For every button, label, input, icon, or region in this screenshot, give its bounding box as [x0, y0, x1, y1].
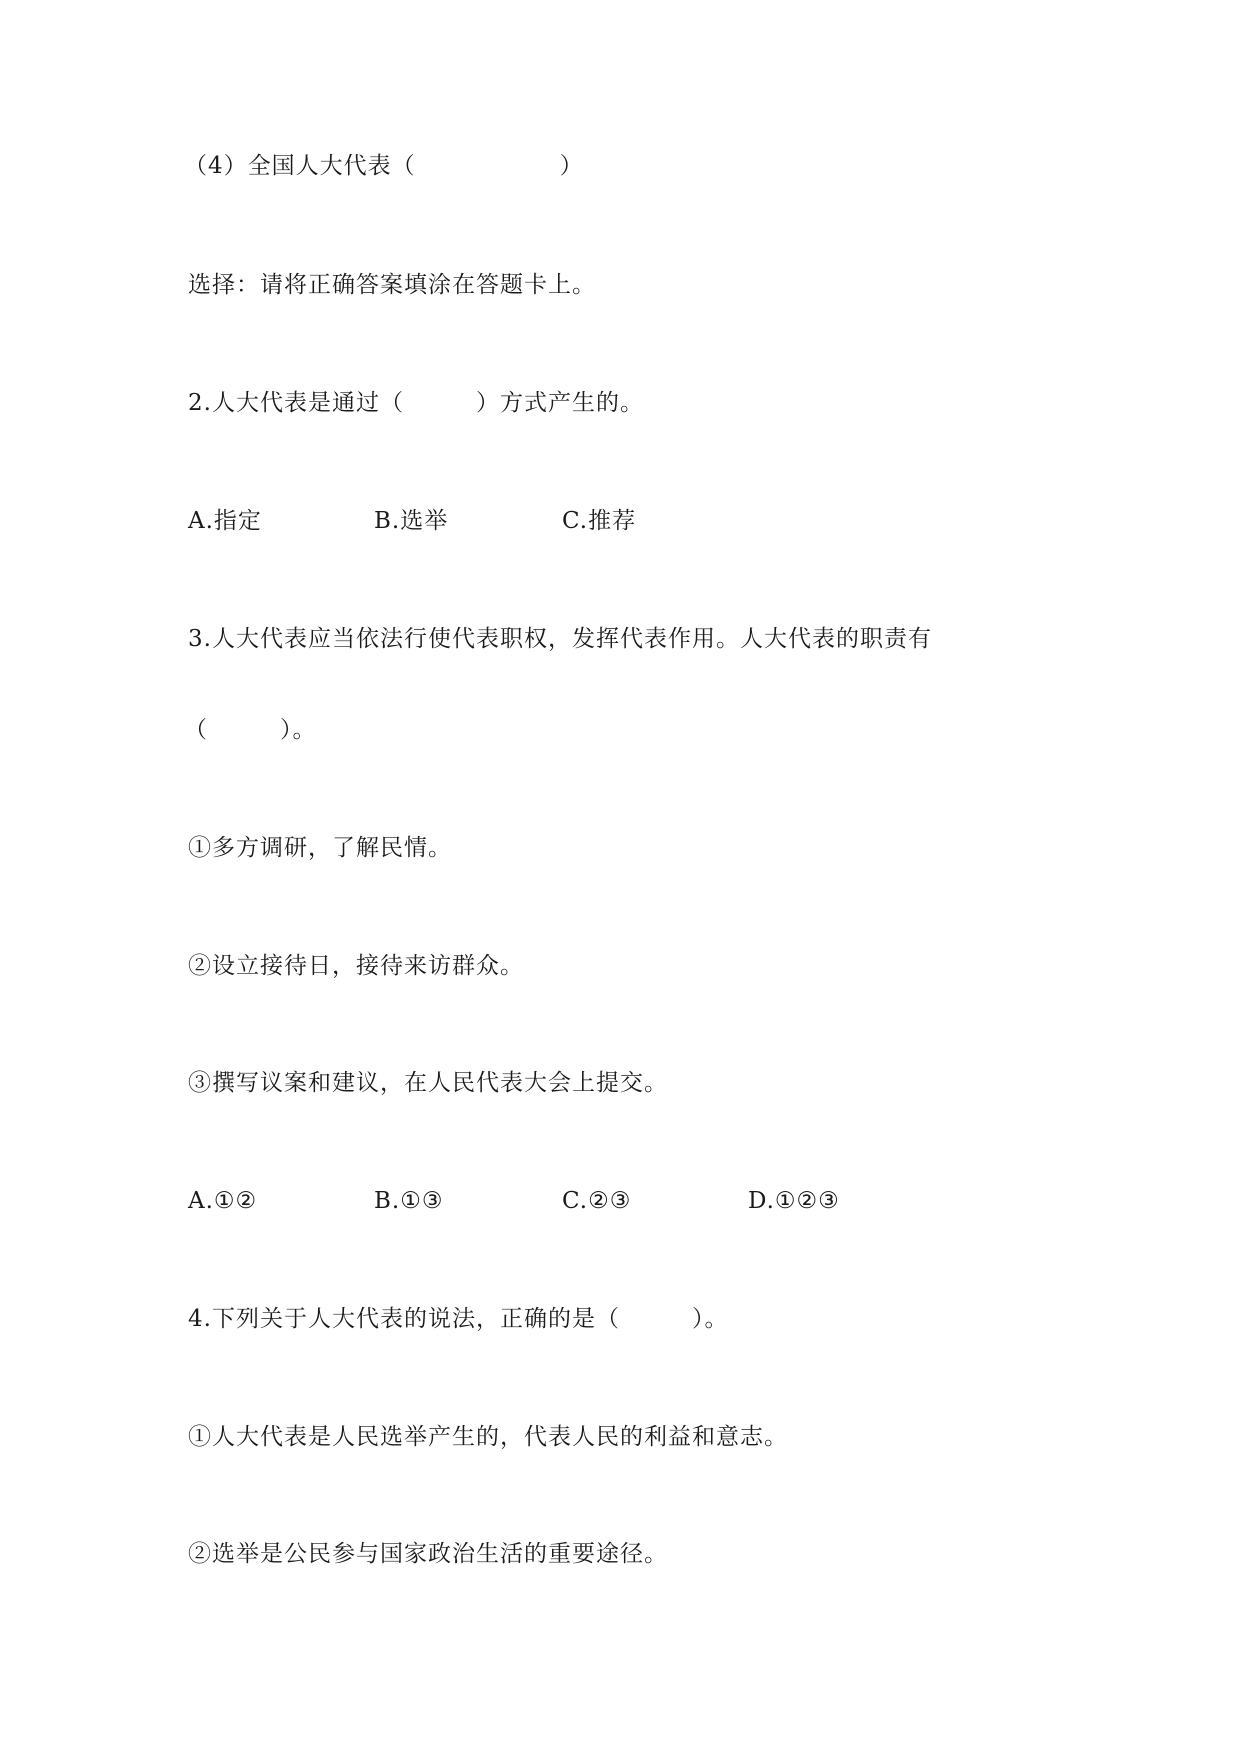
question-3-stem-continued: （ ）。: [184, 717, 317, 743]
question-4-stem: 4.下列关于人大代表的说法，正确的是（ ）。: [188, 1306, 729, 1332]
question-2-option-b: B.选举: [374, 508, 449, 534]
question-3-stem: 3.人大代表应当依法行使代表职权，发挥代表作用。人大代表的职责有: [188, 626, 932, 652]
question-3-statement-1: ①多方调研，了解民情。: [188, 835, 452, 861]
question-2-stem: 2.人大代表是通过（ ）方式产生的。: [188, 390, 644, 416]
question-3-statement-2: ②设立接待日，接待来访群众。: [188, 953, 524, 979]
question-2-option-a: A.指定: [188, 508, 262, 534]
section-instruction: 选择：请将正确答案填涂在答题卡上。: [188, 272, 596, 298]
question-4-statement-1: ①人大代表是人民选举产生的，代表人民的利益和意志。: [188, 1424, 788, 1450]
question-2-option-c: C.推荐: [562, 508, 637, 534]
question-3-option-a: A.①②: [188, 1188, 258, 1214]
question-3-option-d: D.①②③: [748, 1188, 840, 1214]
question-4-statement-2: ②选举是公民参与国家政治生活的重要途径。: [188, 1541, 668, 1567]
question-3-option-b: B.①③: [374, 1188, 444, 1214]
question-3-statement-3: ③撰写议案和建议，在人民代表大会上提交。: [188, 1070, 668, 1096]
question-3-option-c: C.②③: [562, 1188, 632, 1214]
item-4-text: （4）全国人大代表（ ）: [184, 153, 584, 179]
